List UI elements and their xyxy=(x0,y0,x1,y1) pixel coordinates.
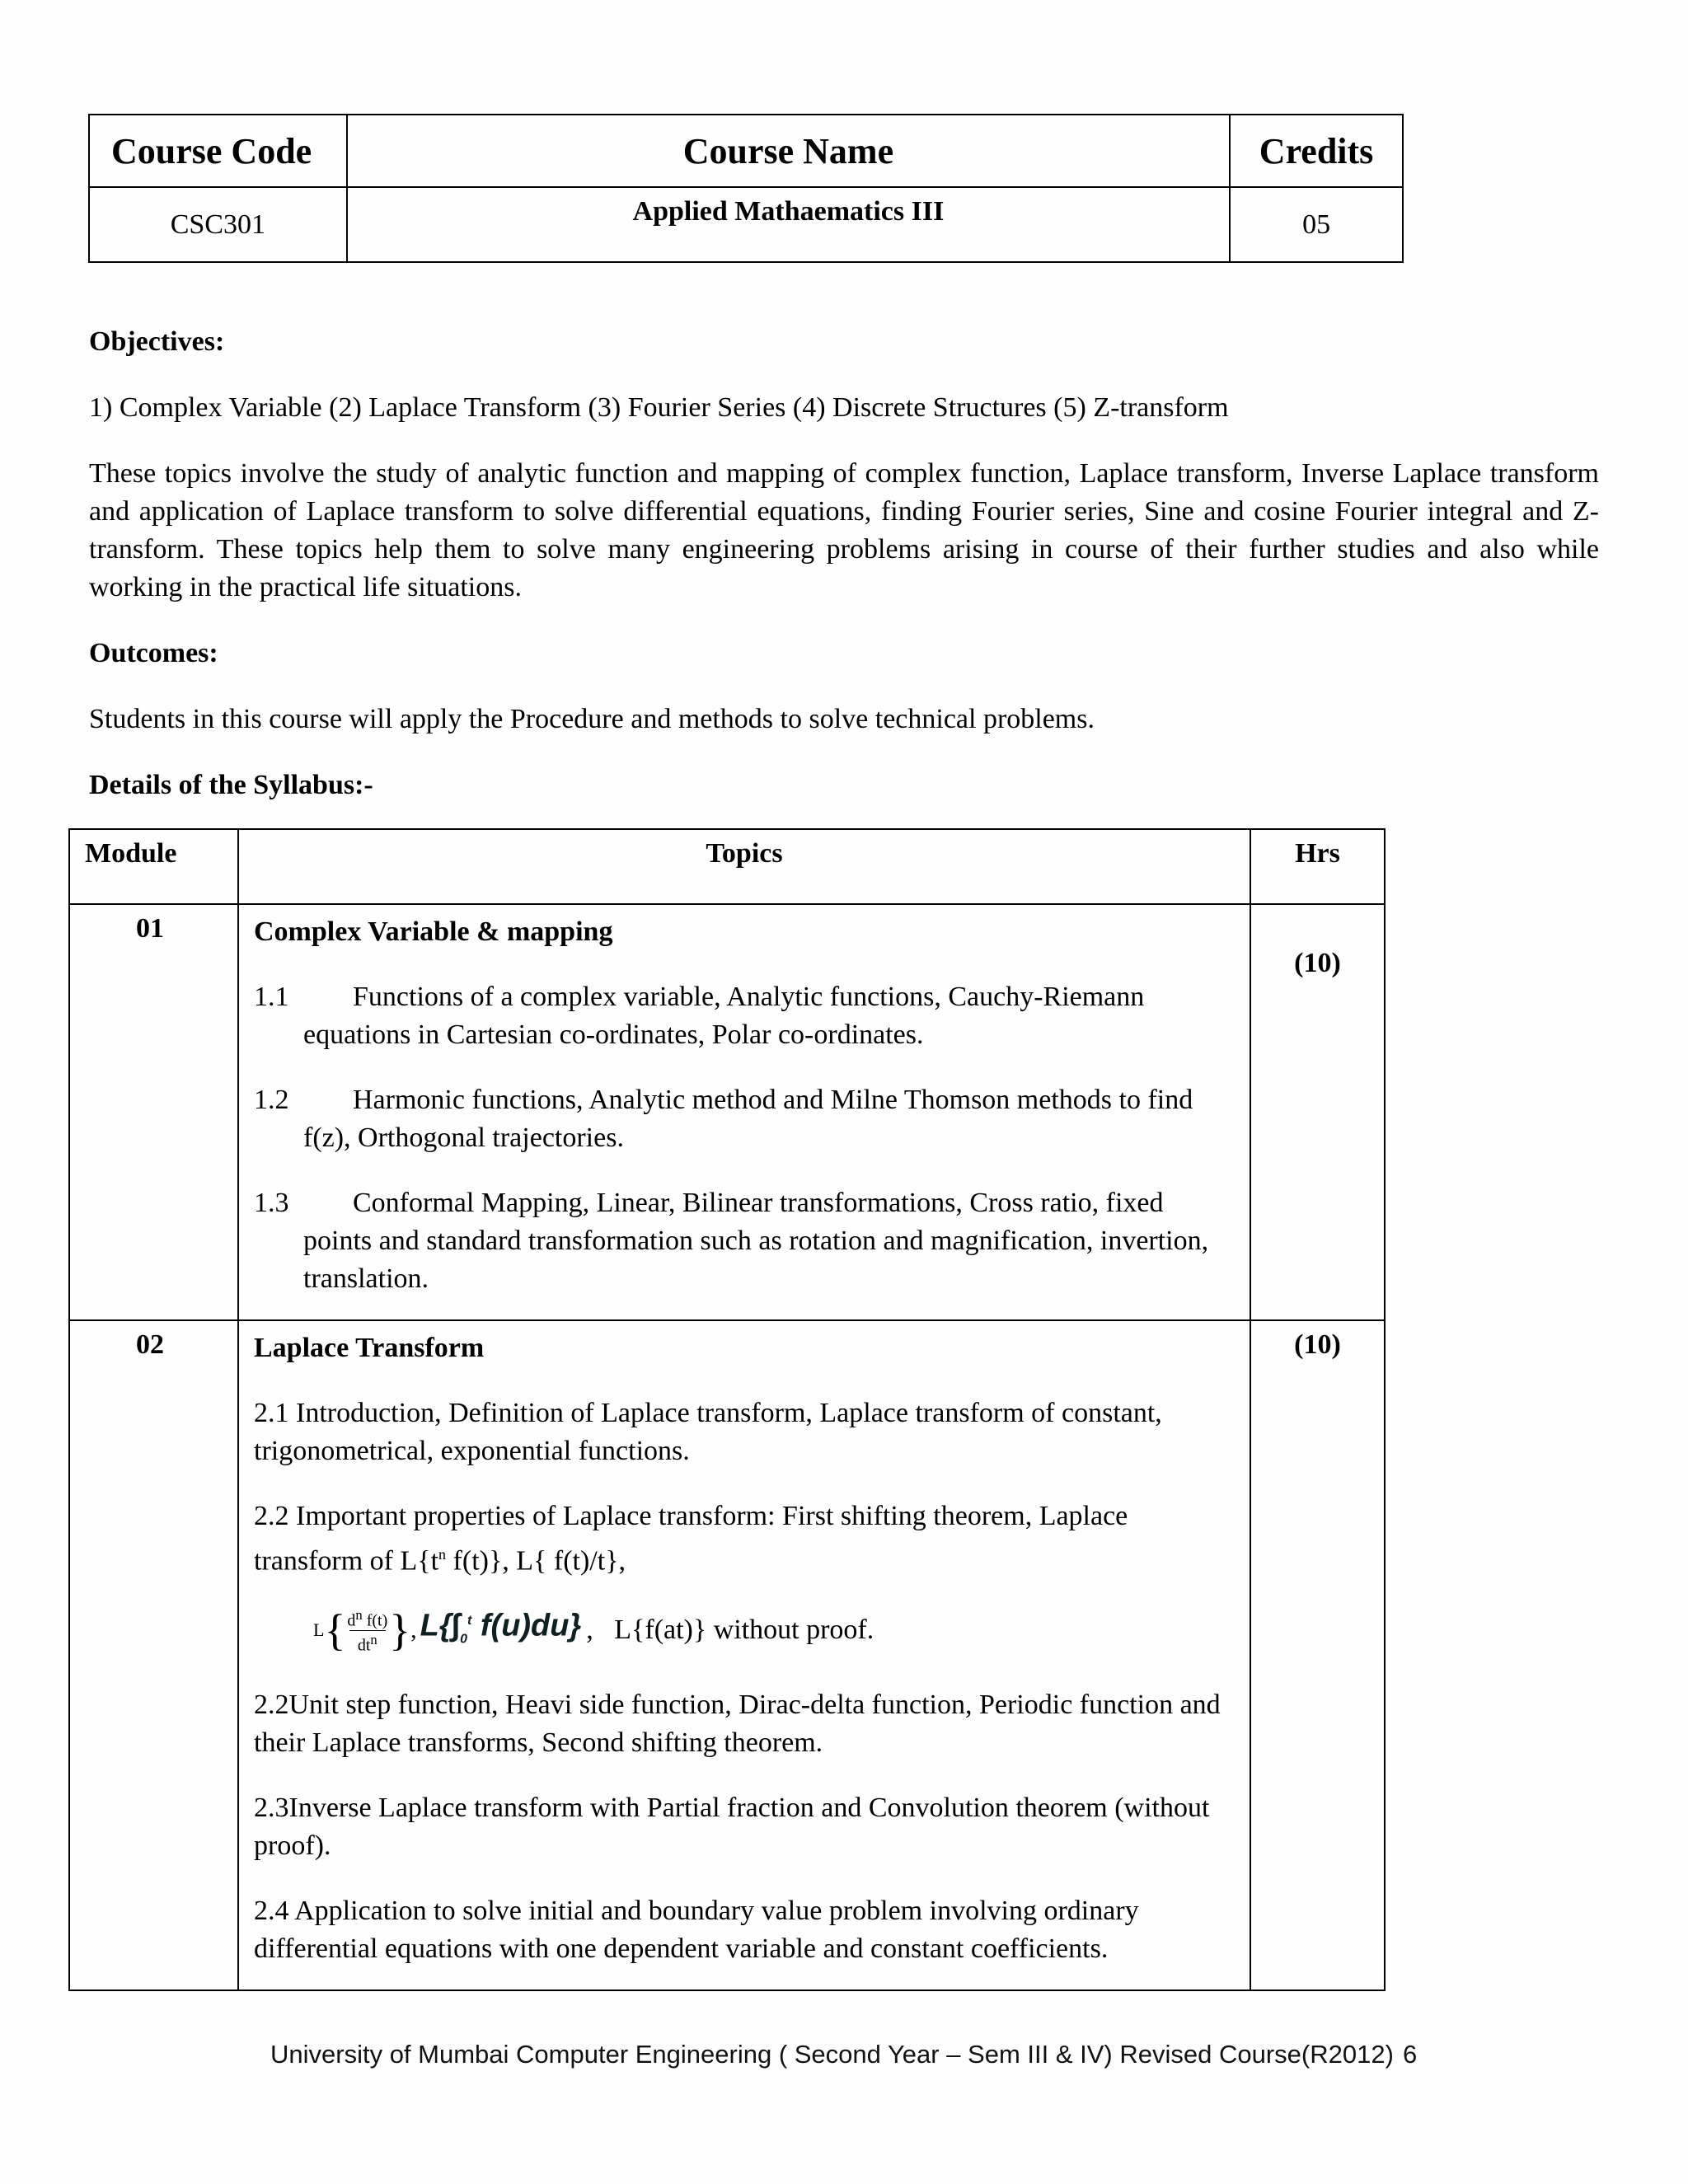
outcomes-heading: Outcomes: xyxy=(89,638,218,668)
course-name-header: Course Name xyxy=(347,115,1230,187)
topic-number: 1.2 xyxy=(254,1085,289,1115)
module-title: Laplace Transform xyxy=(254,1333,485,1363)
topic-text: f(t)}, L{ f(t)/t}, xyxy=(446,1545,626,1577)
topic-item-1-3 xyxy=(254,1184,1238,1298)
course-info-table xyxy=(88,114,1404,263)
module-topics xyxy=(238,1320,1250,1990)
topic-text: Conformal Mapping, Linear, Bilinear transformations, Cross ratio, fixed points and standard transformation such as rotation and magnification, invertion, translation. xyxy=(303,1188,1209,1294)
topic-item-2-2b: 2.2Unit step function, Heavi side function, Dirac-delta function, Periodic function and their Laplace transforms, Second shifting theorem. xyxy=(254,1690,1221,1759)
course-code-header: Course Code xyxy=(89,115,347,187)
module-title: Complex Variable & mapping xyxy=(254,916,613,947)
page-footer xyxy=(270,2040,1449,2069)
hrs-header: Hrs xyxy=(1250,829,1385,904)
objectives-description: These topics involve the study of analytic function and mapping of complex function, Laplace transform, Inverse Laplace transform and application of Laplace transform to solve differential equations, finding Fourier series, Sine and cosine Fourier integral and Z-transform. These topics help them to solve many engineering problems arising in course of their further studies and also while working in the practical life situations. xyxy=(89,458,1599,602)
topic-number: 1.3 xyxy=(254,1188,289,1218)
formula-L-symbol: L xyxy=(313,1619,325,1641)
topic-item-2-1: 2.1 Introduction, Definition of Laplace transform, Laplace transform of constant, trigonometrical, exponential functions. xyxy=(254,1398,1162,1466)
syllabus-heading: Details of the Syllabus:- xyxy=(89,770,373,800)
module-hours: (10) xyxy=(1250,1320,1385,1990)
objectives-list: 1) Complex Variable (2) Laplace Transform (3) Fourier Series (4) Discrete Structures (5) Z-transform xyxy=(89,392,1229,423)
formula-derivative-fraction: $\frac{d^n f(t)}{dt^n}$ xyxy=(347,1607,388,1655)
page-number: 6 xyxy=(1403,2040,1418,2069)
formula-tail: L{f(at)} without proof. xyxy=(614,1615,874,1646)
formula-right-brace: } xyxy=(389,1605,411,1656)
topic-item-1-2 xyxy=(254,1081,1238,1157)
module-row-01 xyxy=(69,904,1385,1320)
topic-text: Harmonic functions, Analytic method and Milne Thomson methods to find f(z), Orthogonal trajectories. xyxy=(303,1085,1193,1153)
topic-item-2-2 xyxy=(254,1497,1238,1580)
topic-text: 2.2 Important properties of Laplace transform: First shifting theorem, Laplace transform of L{t xyxy=(254,1501,1128,1577)
topic-item-2-4: 2.4 Application to solve initial and boundary value problem involving ordinary differential equations with one dependent variable and constant coefficients. xyxy=(254,1896,1139,1965)
formula-left-brace: { xyxy=(324,1605,346,1656)
formula-integral-image: $L\{\int_0^t$ f(u)du} xyxy=(420,1608,582,1647)
module-row-02 xyxy=(69,1320,1385,1990)
superscript-n: n xyxy=(438,1546,447,1563)
topic-item-1-1 xyxy=(254,978,1238,1054)
footer-text: University of Mumbai Computer Engineering ( Second Year – Sem III & IV) Revised Course(R2012) xyxy=(270,2040,1394,2069)
outcomes-text: Students in this course will apply the Procedure and methods to solve technical problems. xyxy=(89,704,1095,734)
topic-number: 1.1 xyxy=(254,982,289,1012)
objectives-heading: Objectives: xyxy=(89,326,225,357)
module-number: 02 xyxy=(69,1320,238,1990)
module-hours: (10) xyxy=(1250,904,1385,1320)
topics-header: Topics xyxy=(238,829,1250,904)
credits-header: Credits xyxy=(1230,115,1403,187)
topic-item-2-3: 2.3Inverse Laplace transform with Partial fraction and Convolution theorem (without proof). xyxy=(254,1793,1210,1862)
module-header: Module xyxy=(69,829,238,904)
module-number: 01 xyxy=(69,904,238,1320)
module-topics xyxy=(238,904,1250,1320)
laplace-formula: L { $\frac{d^n f(t)}{dt^n}$ } , $L\{\int_0^t$ f(u)du} , L{f(at)} without proof. xyxy=(254,1601,1238,1659)
topic-text: Functions of a complex variable, Analytic functions, Cauchy-Riemann equations in Cartesian co-ordinates, Polar co-ordinates. xyxy=(303,982,1145,1050)
course-name-value: Applied Mathaematics III xyxy=(347,187,1230,262)
syllabus-table xyxy=(68,828,1386,1991)
credits-value: 05 xyxy=(1230,187,1403,262)
course-code-value: CSC301 xyxy=(89,187,347,262)
